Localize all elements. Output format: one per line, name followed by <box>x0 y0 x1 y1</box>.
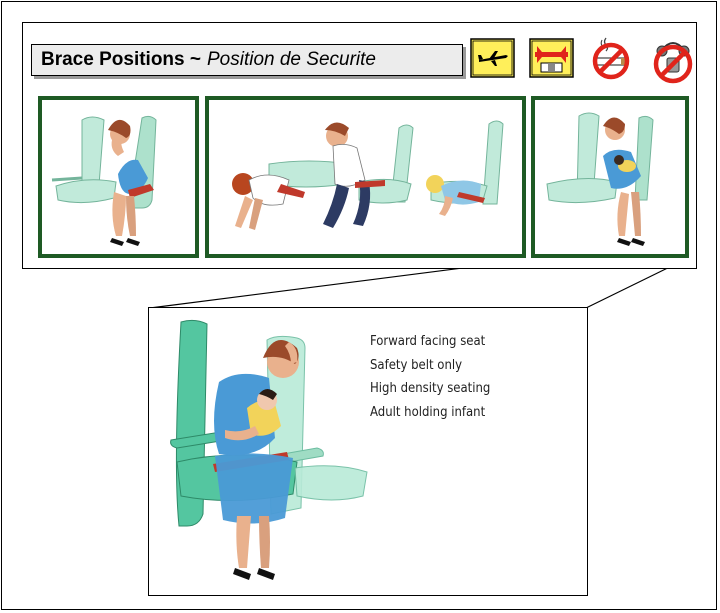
caption-line: Forward facing seat <box>370 334 486 349</box>
caption-line: High density seating <box>370 381 491 396</box>
no-smoking-icon <box>586 34 636 82</box>
caption-line: Safety belt only <box>370 357 463 373</box>
brace-illustration-infant <box>535 100 685 254</box>
detail-zoom-box <box>148 307 588 596</box>
brace-panel-adult-upright <box>38 96 199 258</box>
title-bold: Brace Positions ~ <box>41 49 201 70</box>
brace-panel-adult-infant <box>531 96 689 258</box>
brace-panel-forward-leaning <box>205 96 526 258</box>
brace-illustration-adult <box>42 100 195 254</box>
brace-illustration-group <box>209 100 522 254</box>
detail-captions <box>370 330 490 424</box>
seatbelt-icon <box>529 38 574 78</box>
detail-illustration-adult-holding-infant <box>155 312 375 599</box>
page-title <box>31 44 463 76</box>
caption-line: Adult holding infant <box>370 404 486 420</box>
no-electronics-icon <box>648 34 698 84</box>
title-italic: Position de Securite <box>206 49 376 70</box>
airplane-icon <box>470 38 515 78</box>
